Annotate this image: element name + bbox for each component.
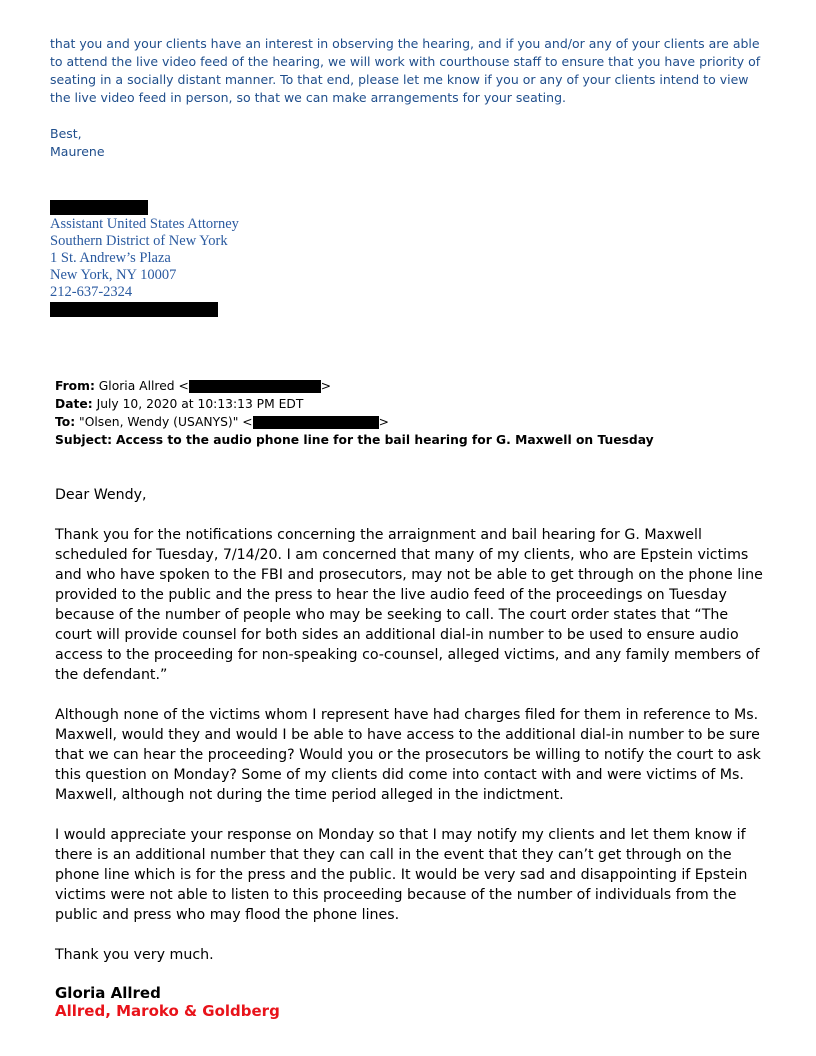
date-label: Date: (55, 397, 93, 411)
signature-phone: 212-637-2324 (50, 284, 133, 300)
reply-sender-name: Maurene (50, 144, 105, 159)
greeting: Dear Wendy, (55, 487, 147, 503)
body-paragraph-3: I would appreciate your response on Monday so that I may notify my clients and let them know if there is an additional number that they can call in the event that they can’t get through on the phone line which is for the press and the public. It would be very sad and disappointing if Epstein victims were not able to listen to this proceeding because of the number of individuals from the public and press who may flood the phone lines. (55, 827, 748, 923)
header-to (55, 413, 775, 431)
subject-value: Access to the audio phone line for the bail hearing for G. Maxwell on Tuesday (115, 433, 654, 447)
header-subject (55, 431, 775, 449)
redaction-bar (189, 380, 321, 393)
subject-label: Subject: (55, 433, 113, 447)
law-firm-name: Allred, Maroko & Goldberg (55, 1002, 280, 1020)
signature-title: Assistant United States Attorney (50, 216, 239, 232)
thanks-line: Thank you very much. (55, 947, 214, 963)
reply-closing: Best, (50, 126, 82, 141)
redaction-bar (50, 302, 218, 317)
sender-signature (55, 984, 280, 1020)
body-paragraph-1: Thank you for the notifications concerning the arraignment and bail hearing for G. Maxwell scheduled for Tuesday, 7/14/20. I am concerned that many of my clients, who are Epstein victims and who have spoken to the FBI and prosecutors, may not be able to get through on the phone line provided to the public and the press to hear the live audio feed of the proceedings on Tuesday because of the number of people who may be seeking to call. The court order states that “The court will provide counsel for both sides an additional dial-in number to be used to ensure audio access to the proceeding for non-speaking co-counsel, alleged victims, and any family members of the defendant.” (55, 527, 763, 683)
close-bracket: > (320, 379, 332, 393)
quoted-reply (50, 35, 770, 161)
close-bracket: > (378, 415, 389, 429)
to-label: To: (55, 415, 76, 429)
attorney-signature (50, 199, 239, 318)
date-value: July 10, 2020 at 10:13:13 PM EDT (96, 397, 304, 411)
body-paragraph-2: Although none of the victims whom I represent have had charges filed for them in reference to Ms. Maxwell, would they and would I be able to have access to the additional dial-in number to be sure that we can hear the proceeding? Would you or the prosecutors be willing to notify the court to ask this question on Monday? Some of my clients did come into contact with and were victims of Ms. Maxwell, although not during the time period alleged in the indictment. (55, 707, 761, 803)
email-header (55, 377, 775, 449)
sender-name: Gloria Allred (55, 984, 161, 1002)
signature-address-line2: New York, NY 10007 (50, 267, 177, 283)
signature-office: Southern District of New York (50, 233, 228, 249)
signature-address-line1: 1 St. Andrew’s Plaza (50, 250, 171, 266)
from-label: From: (55, 379, 95, 393)
redaction-bar (50, 200, 148, 215)
from-value: Gloria Allred < (98, 379, 189, 393)
email-body (55, 485, 765, 985)
header-from (55, 377, 775, 395)
to-value: "Olsen, Wendy (USANYS)" < (79, 415, 253, 429)
header-date (55, 395, 775, 413)
reply-paragraph: that you and your clients have an interest in observing the hearing, and if you and/or any of your clients are able to attend the live video feed of the hearing, we will work with courthouse staff to ensure that you have priority of seating in a socially distant manner. To that end, please let me know if you or any of your clients intend to view the live video feed in person, so that we can make arrangements for your seating. (50, 36, 761, 105)
redaction-bar (253, 416, 379, 429)
